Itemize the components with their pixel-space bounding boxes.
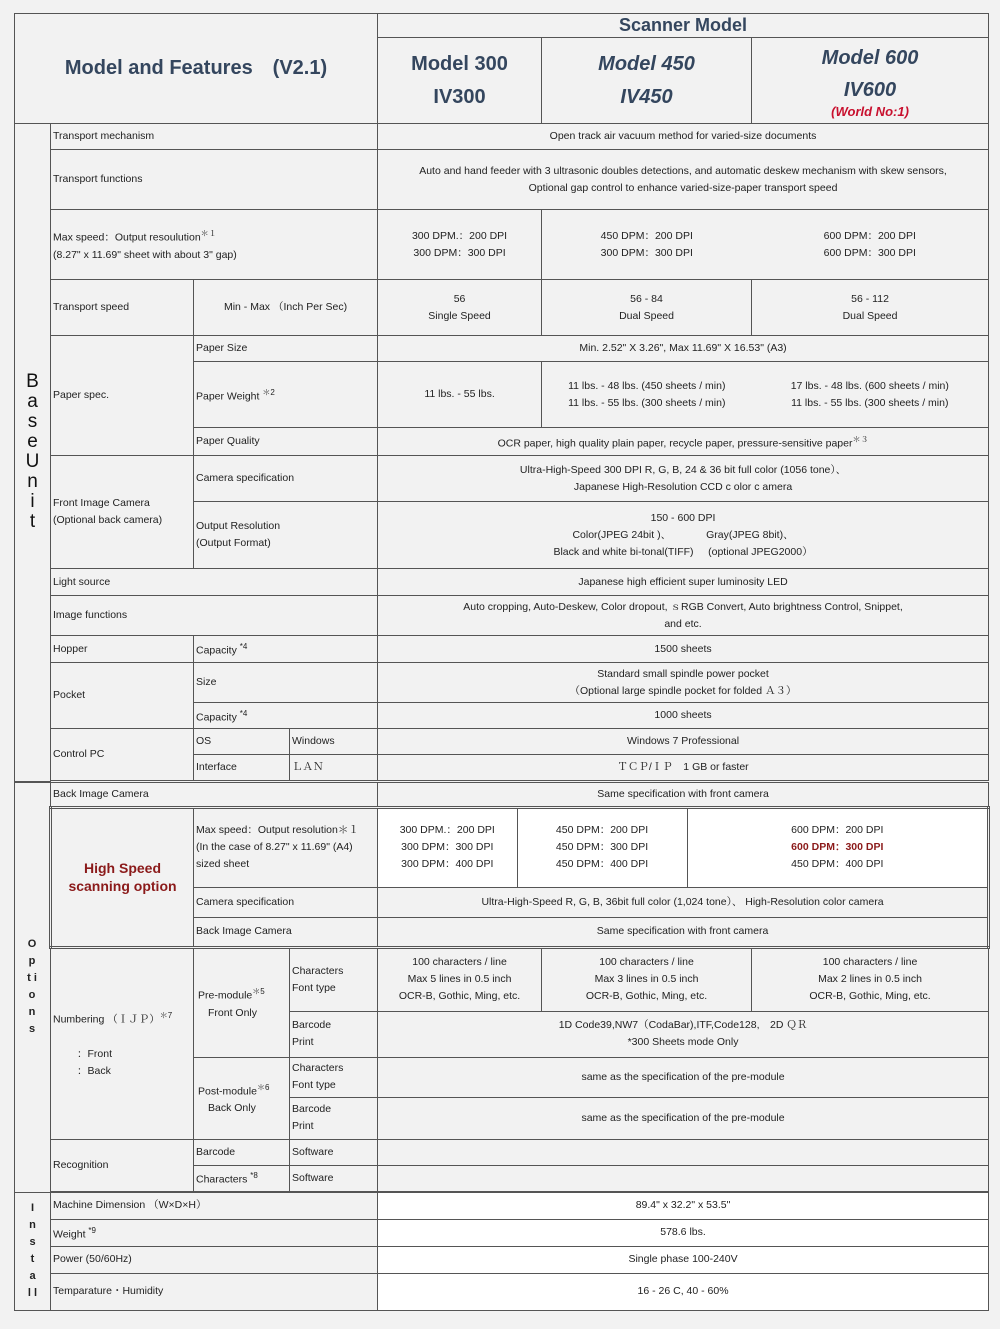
- hs-600-b-highlight: 600 DPM：300 DPI: [791, 841, 884, 853]
- pocket-size-label: Size: [194, 663, 378, 703]
- output-resolution-line3: Black and white bi-tonal(TIFF) (optional JPEG2000）: [553, 545, 813, 558]
- front-camera-label: [51, 456, 194, 569]
- transport-speed-450-mode: Dual Speed: [619, 309, 674, 322]
- post-module-footnote: ＊6: [256, 1082, 270, 1092]
- transport-functions-line2: Optional gap control to enhance varied-size-paper transport speed: [528, 181, 838, 194]
- hs-max-speed-values: [378, 807, 989, 887]
- hs-camera-value: Ultra-High-Speed R, G, B, 36bit full color (1,024 tone）、 High-Resolution color camera: [378, 887, 989, 917]
- pre-chars-600: [752, 947, 989, 1011]
- model-600-code: IV600: [843, 79, 897, 101]
- row-power: [15, 1246, 989, 1273]
- transport-speed-300-value: 56: [453, 292, 466, 305]
- recognition-chars-text: Characters: [196, 1173, 248, 1186]
- model-600-name: Model 600: [821, 47, 919, 69]
- power-value: Single phase 100-240V: [378, 1246, 989, 1273]
- transport-speed-600: [752, 280, 989, 336]
- hs-450-b: 450 DPM：300 DPI: [555, 841, 649, 853]
- post-chars-label-line2: Font type: [292, 1079, 336, 1091]
- pre-chars-450: [542, 947, 752, 1011]
- output-resolution-value: [378, 502, 989, 569]
- high-speed-label-line2: scanning option: [68, 878, 177, 894]
- model-300-code: IV300: [433, 85, 486, 108]
- paper-weight-450: [542, 362, 752, 428]
- paper-weight-300: 11 lbs. - 55 lbs.: [378, 362, 542, 428]
- paper-weight-footnote: ＊2: [262, 387, 275, 397]
- output-resolution-line2: Color(JPEG 24bit )、 Gray(JPEG 8bit)、: [572, 528, 794, 541]
- section-base-unit-label: B a s e U n i t: [25, 371, 40, 533]
- row-paper-size: [15, 336, 989, 362]
- post-module-sub: Back Only: [208, 1102, 256, 1115]
- paper-weight-label-text: Paper Weight: [196, 390, 260, 403]
- max-speed-label-line2: (8.27" x 11.69" sheet with about 3" gap): [53, 248, 237, 261]
- post-chars-label: [290, 1057, 378, 1097]
- transport-functions-label: Transport functions: [51, 150, 378, 210]
- hs-max-speed-300: [378, 809, 517, 887]
- pre-chars-450-b: Max 3 lines in 0.5 inch: [594, 973, 699, 985]
- recognition-barcode-value: [378, 1139, 989, 1165]
- model-450-name: Model 450: [598, 52, 695, 75]
- paper-weight-600: [752, 362, 989, 428]
- hopper-footnote: *4: [239, 642, 248, 652]
- model-300-header: [378, 38, 542, 124]
- max-speed-450-b: 300 DPM：300 DPI: [600, 246, 693, 259]
- interface-sub: ＬＡＮ: [290, 755, 378, 781]
- pre-module-text: Pre-module: [198, 989, 253, 1002]
- row-max-speed: [15, 210, 989, 280]
- high-speed-option-label: [51, 807, 194, 947]
- max-speed-label-line1: Max speed：Output resoulution: [53, 231, 201, 244]
- model-300-name: Model 300: [411, 52, 508, 75]
- hs-600-a: 600 DPM：200 DPI: [791, 824, 884, 836]
- output-resolution-label-line1: Output Resolution: [196, 520, 281, 532]
- pocket-size-value: [378, 663, 989, 703]
- pre-barcode-label: [290, 1011, 378, 1057]
- hs-300-c: 300 DPM：400 DPI: [401, 858, 494, 870]
- max-speed-300: [378, 210, 542, 280]
- temperature-label: Temparature・Humidity: [51, 1273, 378, 1310]
- max-speed-300-b: 300 DPM：300 DPI: [413, 246, 506, 259]
- paper-weight-600-a: 17 lbs. - 48 lbs. (600 sheets / min): [790, 379, 949, 392]
- weight-label-text: Weight: [53, 1228, 86, 1241]
- hs-max-label-line3: sized sheet: [196, 858, 250, 870]
- output-resolution-line1: 150 - 600 DPI: [650, 511, 716, 524]
- max-speed-450: [542, 210, 752, 280]
- section-options: [15, 782, 51, 1192]
- model-600-header: [752, 38, 989, 124]
- page-title: Model and Features (V2.1): [15, 14, 378, 124]
- pre-module-label: [194, 947, 290, 1057]
- temperature-value: 16 - 26 C, 40 - 60%: [378, 1273, 989, 1310]
- hs-max-label-line1: Max speed：Output resolution＊１: [196, 824, 359, 836]
- os-label: OS: [194, 729, 290, 755]
- high-speed-label-line1: High Speed: [83, 860, 161, 876]
- hs-back-camera-value: Same specification with front camera: [378, 917, 989, 947]
- recognition-chars-footnote: *8: [250, 1171, 258, 1181]
- row-image-functions: [15, 596, 989, 636]
- transport-functions-line1: Auto and hand feeder with 3 ultrasonic doubles detections, and automatic deskew mechanism with skew sensors,: [419, 164, 947, 177]
- interface-label: Interface: [194, 755, 290, 781]
- section-base-unit: [15, 124, 51, 782]
- pocket-label: Pocket: [51, 663, 194, 729]
- camera-spec-line1: Ultra-High-Speed 300 DPI R, G, B, 24 & 36 bit full color (1056 tone）、: [519, 463, 847, 476]
- transport-mechanism-label: Transport mechanism: [51, 124, 378, 150]
- os-value: Windows 7 Professional: [378, 729, 989, 755]
- paper-quality-label: Paper Quality: [194, 428, 378, 456]
- post-module-text: Post-module: [198, 1085, 257, 1098]
- transport-mechanism-value: Open track air vacuum method for varied-size documents: [378, 124, 989, 150]
- post-chars-value: same as the specification of the pre-module: [378, 1057, 989, 1097]
- paper-weight-label: [194, 362, 378, 428]
- pre-barcode-label-line2: Print: [292, 1036, 314, 1048]
- row-control-pc-os: [15, 729, 989, 755]
- light-source-value: Japanese high efficient super luminosity LED: [378, 569, 989, 596]
- row-transport-mechanism: [15, 124, 989, 150]
- paper-weight-600-b: 11 lbs. - 55 lbs. (300 sheets / min): [791, 396, 949, 409]
- paper-size-label: Paper Size: [194, 336, 378, 362]
- image-functions-label: Image functions: [51, 596, 378, 636]
- transport-speed-300: [378, 280, 542, 336]
- image-functions-line2: and etc.: [664, 617, 702, 630]
- row-weight: [15, 1219, 989, 1246]
- section-options-label: O p t i o n s: [27, 938, 37, 1035]
- hopper-value: 1500 sheets: [378, 636, 989, 663]
- back-camera-label: Back Image Camera: [51, 782, 378, 807]
- pre-chars-300-a: 100 characters / line: [412, 956, 507, 968]
- pre-chars-450-a: 100 characters / line: [599, 956, 694, 968]
- pre-barcode-line2: *300 Sheets mode Only: [627, 1036, 739, 1048]
- max-speed-450-a: 450 DPM：200 DPI: [600, 229, 693, 242]
- hs-camera-label: Camera specification: [194, 887, 378, 917]
- pre-module-footnote: ＊5: [252, 987, 265, 997]
- transport-speed-600-mode: Dual Speed: [842, 309, 898, 322]
- numbering-footnote: ＊7: [159, 1011, 173, 1021]
- weight-label: [51, 1219, 378, 1246]
- post-barcode-label-line2: Print: [292, 1120, 314, 1132]
- model-450-header: [542, 38, 752, 124]
- transport-speed-300-mode: Single Speed: [428, 309, 491, 322]
- hs-max-speed-600: [687, 809, 987, 887]
- model-450-code: IV450: [620, 85, 673, 108]
- pre-barcode-label-line1: Barcode: [292, 1019, 332, 1031]
- row-numbering-pre-chars: [15, 947, 989, 1011]
- paper-quality-footnote: ＊３: [852, 434, 869, 444]
- numbering-front: ：Front: [77, 1047, 113, 1060]
- pre-chars-label: [290, 947, 378, 1011]
- numbering-back: ：Back: [77, 1064, 111, 1077]
- light-source-label: Light source: [51, 569, 378, 596]
- paper-weight-450-b: 11 lbs. - 55 lbs. (300 sheets / min): [568, 396, 726, 409]
- pre-chars-600-c: OCR-B, Gothic, Ming, etc.: [809, 990, 931, 1002]
- max-speed-600: [752, 210, 989, 280]
- paper-size-value: Min. 2.52" X 3.26", Max 11.69" X 16.53" (A3): [378, 336, 989, 362]
- power-label: Power (50/60Hz): [51, 1246, 378, 1273]
- max-speed-300-a: 300 DPM.：200 DPI: [411, 229, 508, 242]
- hs-300-b: 300 DPM：300 DPI: [401, 841, 494, 853]
- camera-spec-value: [378, 456, 989, 502]
- pre-barcode-line1: 1D Code39,NW7（CodaBar),ITF,Code128, 2D ＱＲ: [558, 1019, 808, 1031]
- section-install-label: I n s t a l l: [27, 1202, 38, 1299]
- front-camera-label-line2: (Optional back camera): [53, 514, 163, 526]
- row-light-source: [15, 569, 989, 596]
- hs-300-a: 300 DPM.：200 DPI: [399, 824, 495, 836]
- image-functions-value: [378, 596, 989, 636]
- hs-max-label-line2: (In the case of 8.27" x 11.69" (A4): [196, 841, 353, 853]
- row-transport-functions: [15, 150, 989, 210]
- pre-chars-label-line1: Characters: [292, 964, 344, 977]
- row-camera-spec: [15, 456, 989, 502]
- dimension-value: 89.4" x 32.2" x 53.5": [378, 1192, 989, 1219]
- transport-speed-label: Transport speed: [51, 280, 194, 336]
- max-speed-label: [51, 210, 378, 280]
- post-module-label: [194, 1057, 290, 1139]
- camera-spec-label: Camera specification: [194, 456, 378, 502]
- pre-module-sub: Front Only: [208, 1006, 258, 1019]
- row-hopper: [15, 636, 989, 663]
- hs-max-speed-450: [517, 809, 687, 887]
- pre-chars-label-line2: Font type: [292, 981, 336, 994]
- hs-450-a: 450 DPM：200 DPI: [555, 824, 649, 836]
- hopper-capacity-text: Capacity: [196, 644, 237, 657]
- pocket-size-line2: （Optional large spindle pocket for folded Ａ３）: [569, 684, 797, 697]
- paper-quality-text: OCR paper, high quality plain paper, recycle paper, pressure-sensitive paper: [497, 437, 853, 450]
- paper-spec-label: Paper spec.: [51, 336, 194, 456]
- output-resolution-label: [194, 502, 378, 569]
- pocket-capacity-value: 1000 sheets: [378, 703, 989, 729]
- max-speed-600-a: 600 DPM：200 DPI: [823, 229, 916, 242]
- pre-chars-600-a: 100 characters / line: [822, 956, 918, 968]
- hs-max-speed-grid: [378, 809, 987, 887]
- transport-speed-600-value: 56 - 112: [851, 292, 889, 305]
- recognition-chars-sub: Software: [290, 1165, 378, 1191]
- camera-spec-line2: Japanese High-Resolution CCD c olor c amera: [573, 480, 793, 493]
- image-functions-line1: Auto cropping, Auto-Deskew, Color dropout, ｓRGB Convert, Auto brightness Control, Snippet,: [463, 600, 903, 613]
- max-speed-footnote: ＊１: [200, 229, 217, 239]
- pre-chars-300-b: Max 5 lines in 0.5 inch: [407, 973, 512, 985]
- hopper-capacity-label: [194, 636, 378, 663]
- transport-speed-sub: Min - Max （Inch Per Sec): [194, 280, 378, 336]
- transport-functions-value: [378, 150, 989, 210]
- paper-quality-value: [378, 428, 989, 456]
- paper-weight-450-a: 11 lbs. - 48 lbs. (450 sheets / min): [568, 379, 726, 392]
- transport-speed-450-value: 56 - 84: [630, 292, 663, 305]
- hopper-label: Hopper: [51, 636, 194, 663]
- pre-chars-450-c: OCR-B, Gothic, Ming, etc.: [585, 990, 708, 1002]
- scanner-model-heading: Scanner Model: [378, 14, 989, 38]
- recognition-barcode-sub: Software: [290, 1139, 378, 1165]
- row-transport-speed: [15, 280, 989, 336]
- control-pc-label: Control PC: [51, 729, 194, 781]
- front-camera-label-line1: Front Image Camera: [53, 497, 150, 509]
- model-600-world-badge: (World No:1): [831, 104, 909, 119]
- section-install: [15, 1192, 51, 1310]
- hs-450-c: 450 DPM：400 DPI: [555, 858, 649, 870]
- max-speed-600-b: 600 DPM：300 DPI: [823, 246, 916, 259]
- pre-chars-300: [378, 947, 542, 1011]
- row-hs-max-speed: [15, 807, 989, 887]
- back-camera-value: Same specification with front camera: [378, 782, 989, 807]
- pocket-capacity-text: Capacity: [196, 711, 237, 724]
- numbering-label: [51, 947, 194, 1139]
- row-temperature: [15, 1273, 989, 1310]
- row-back-camera: [15, 782, 989, 807]
- interface-value: ＴＣＰ/ＩＰ 1 GB or faster: [378, 755, 989, 781]
- row-dimension: [15, 1192, 989, 1219]
- hs-max-speed-label: [194, 807, 378, 887]
- hs-back-camera-label: Back Image Camera: [194, 917, 378, 947]
- spec-table: [14, 13, 990, 1311]
- pocket-size-line1: Standard small spindle power pocket: [597, 667, 769, 680]
- recognition-barcode-label: Barcode: [194, 1139, 290, 1165]
- pre-barcode-value: [378, 1011, 989, 1057]
- recognition-chars-value: [378, 1165, 989, 1191]
- post-barcode-label-line1: Barcode: [292, 1103, 332, 1115]
- recognition-label: Recognition: [51, 1139, 194, 1191]
- post-barcode-value: same as the specification of the pre-module: [378, 1097, 989, 1139]
- transport-speed-450: [542, 280, 752, 336]
- row-pocket-size: [15, 663, 989, 703]
- pocket-capacity-footnote: *4: [239, 708, 248, 718]
- pocket-capacity-label: [194, 703, 378, 729]
- output-resolution-label-line2: (Output Format): [196, 537, 271, 549]
- pre-chars-600-b: Max 2 lines in 0.5 inch: [818, 973, 922, 985]
- row-recognition-barcode: [15, 1139, 989, 1165]
- post-barcode-label: [290, 1097, 378, 1139]
- numbering-label-text: Numbering （ＩＪＰ）: [53, 1013, 160, 1026]
- weight-value: 578.6 lbs.: [378, 1219, 989, 1246]
- spec-sheet: [14, 13, 988, 1311]
- pre-chars-300-c: OCR-B, Gothic, Ming, etc.: [398, 990, 521, 1002]
- weight-footnote: *9: [88, 1225, 96, 1235]
- os-sub: Windows: [290, 729, 378, 755]
- header-row-1: [15, 14, 989, 38]
- recognition-chars-label: [194, 1165, 290, 1191]
- dimension-label: Machine Dimension （W×D×H）: [51, 1192, 378, 1219]
- hs-600-c: 450 DPM：400 DPI: [791, 858, 884, 870]
- post-chars-label-line1: Characters: [292, 1062, 344, 1074]
